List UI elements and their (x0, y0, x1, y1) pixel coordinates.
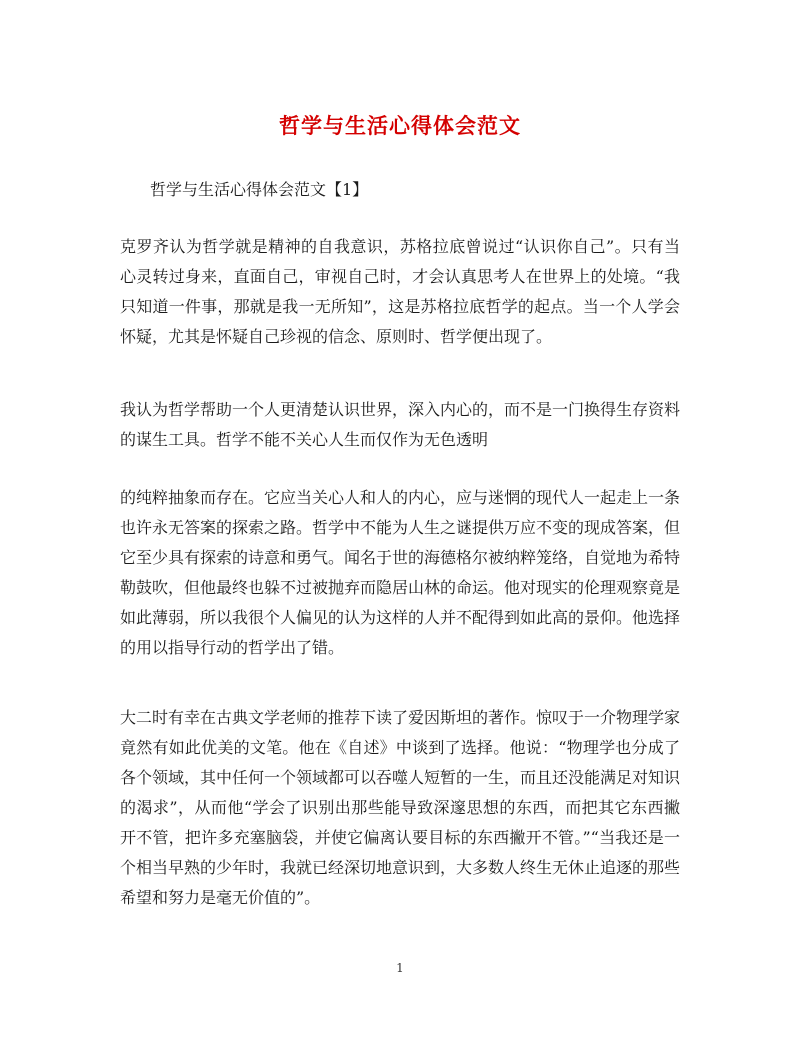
paragraph-4: 大二时有幸在古典文学老师的推荐下读了爱因斯坦的著作。惊叹于一介物理学家竟然有如此优美的文笔。他在《自述》中谈到了选择。他说：“物理学也分成了各个领域，其中任何一个领域都可以吞噬人短暂的一生，而且还没能满足对知识的渴求”，从而他“学会了识别出那些能导致深邃思想的东西，而把其它东西撇开不管，把许多充塞脑袋，并使它偏离认要目标的东西撇开不管。”“当我还是一个相当早熟的少年时，我就已经深切地意识到，大多数人终生无休止追逐的那些希望和努力是毫无价值的”。 (120, 708, 681, 907)
document-title: 哲学与生活心得体会范文 (279, 113, 521, 138)
paragraph-2: 我认为哲学帮助一个人更清楚认识世界，深入内心的，而不是一门换得生存资料的谋生工具。哲学不能不关心人生而仅作为无色透明 (120, 400, 681, 449)
paragraph-3: 的纯粹抽象而存在。它应当关心人和人的内心，应与迷惘的现代人一起走上一条也许永无答案的探索之路。哲学中不能为人生之谜提供万应不变的现成答案，但它至少具有探索的诗意和勇气。闻名于世的海德格尔被纳粹笼络，自觉地为希特勒鼓吹，但他最终也躲不过被抛弃而隐居山林的命运。他对现实的伦理观察竟是如此薄弱，所以我很个人偏见的认为这样的人并不配得到如此高的景仰。他选择的用以指导行动的哲学出了错。 (120, 488, 681, 657)
paragraph-1: 克罗齐认为哲学就是精神的自我意识，苏格拉底曾说过“认识你自己”。只有当心灵转过身来，直面自己，审视自己时，才会认真思考人在世界上的处境。“我只知道一件事，那就是我一无所知”，这是苏格拉底哲学的起点。当一个人学会怀疑，尤其是怀疑自己珍视的信念、原则时、哲学便出现了。 (120, 237, 680, 346)
page-number: 1 (396, 961, 404, 975)
document-subtitle: 哲学与生活心得体会范文【1】 (150, 180, 369, 199)
